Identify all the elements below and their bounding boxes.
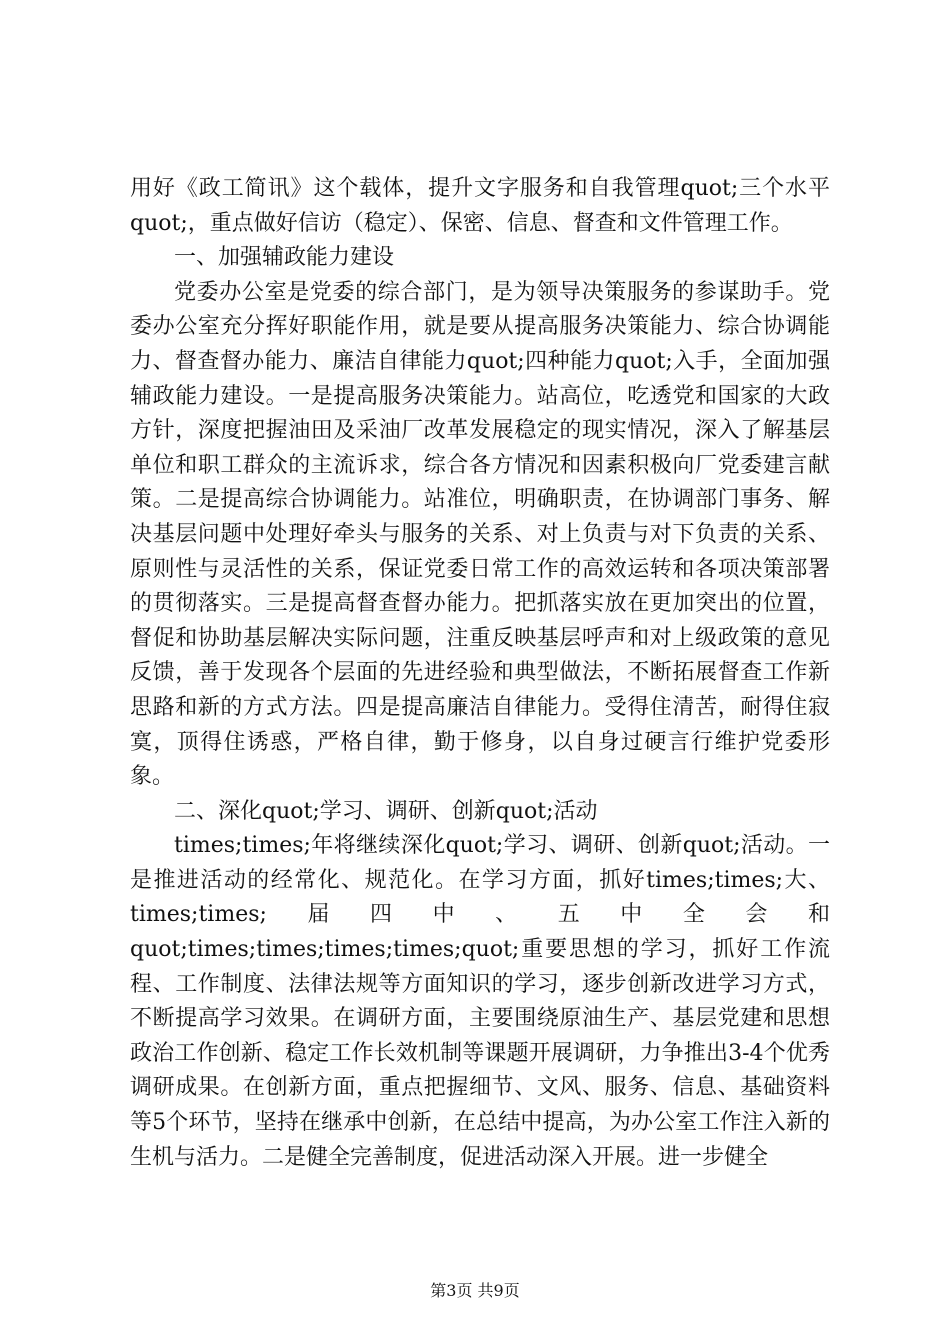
section-2-paragraph: times;times;年将继续深化quot;学习、调研、创新quot;活动。一是推进活动的经常化、规范化。在学习方面，抓好times;times;大、times;times;届四中、五中全会和quot;times;times;times;times;quot;重要思想的学习，抓好工作流程、工作制度、法律法规等方面知识的学习，逐步创新改进学习方式，不断提高学习效果。在调研方面，主要围绕原油生产、基层党建和思想政治工作创新、稳定工作长效机制等课题开展调研，力争推出3-4个优秀调研成果。在创新方面，重点把握细节、文风、服务、信息、基础资料等5个环节，坚持在继承中创新，在总结中提高，为办公室工作注入新的生机与活力。二是健全完善制度，促进活动深入开展。进一步健全: [130, 833, 830, 1170]
section-1-paragraph: 党委办公室是党委的综合部门，是为领导决策服务的参谋助手。党委办公室充分挥好职能作用，就是要从提高服务决策能力、综合协调能力、督查督办能力、廉洁自律能力quot;四种能力quot;入手，全面加强辅政能力建设。一是提高服务决策能力。站高位，吃透党和国家的大政方针，深度把握油田及采油厂改革发展稳定的现实情况，深入了解基层单位和职工群众的主流诉求，综合各方情况和因素积极向厂党委建言献策。二是提高综合协调能力。站准位，明确职责，在协调部门事务、解决基层问题中处理好牵头与服务的关系、对上负责与对下负责的关系、原则性与灵活性的关系，保证党委日常工作的高效运转和各项决策部署的贯彻落实。三是提高督查督办能力。把抓落实放在更加突出的位置，督促和协助基层解决实际问题，注重反映基层呼声和对上级政策的意见反馈，善于发现各个层面的先进经验和典型做法，不断拓展督查工作新思路和新的方式方法。四是提高廉洁自律能力。受得住清苦，耐得住寂寞，顶得住诱惑，严格自律，勤于修身，以自身过硬言行维护党委形象。: [130, 279, 830, 790]
intro-paragraph: 用好《政工简讯》这个载体，提升文字服务和自我管理quot;三个水平quot;，重点做好信访（稳定）、保密、信息、督查和文件管理工作。: [130, 176, 830, 236]
page-footer: 第3页 共9页: [430, 1281, 520, 1300]
section-heading-2: 二、深化quot;学习、调研、创新quot;活动: [174, 798, 598, 824]
section-heading-1: 一、加强辅政能力建设: [174, 245, 395, 271]
document-body: [130, 172, 830, 1175]
